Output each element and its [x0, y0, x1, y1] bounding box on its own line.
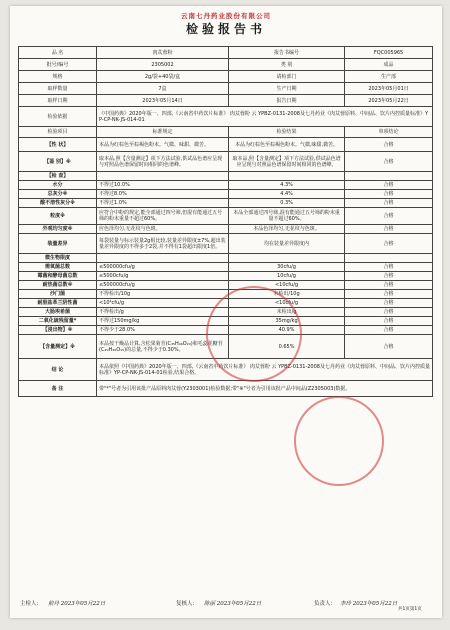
- result-standard: ≤500000cfu/g: [97, 263, 229, 272]
- result-value: 均在装量差异限度内: [229, 234, 345, 254]
- quality-seal-stamp: [206, 286, 302, 382]
- column-header-row: [19, 127, 433, 138]
- inspector-signature: 前丹 2023年05月22日: [48, 601, 106, 607]
- result-standard: 不得过10.0%: [97, 181, 229, 190]
- result-item: 【含量测定】※: [19, 335, 97, 359]
- result-row: [19, 234, 433, 254]
- result-value: 本品色泽均匀,无花纹与色斑。: [229, 225, 345, 234]
- result-value: 30cfu/g: [229, 263, 345, 272]
- result-standard: ≤5000cfu/g: [97, 272, 229, 281]
- result-row: [19, 272, 433, 281]
- report-date-label: 报告日期: [229, 95, 345, 107]
- basis-label: 检验依据: [19, 107, 97, 127]
- result-standard: ≤500000cfu/g: [97, 281, 229, 290]
- sample-date-value: 2023年05月14日: [97, 95, 229, 107]
- sample-date-label: 取样日期: [19, 95, 97, 107]
- result-conclusion: [345, 254, 433, 263]
- spec-label: 规格: [19, 71, 97, 83]
- result-item: 装量差异: [19, 234, 97, 254]
- result-row: [19, 208, 433, 225]
- result-conclusion: 合格: [345, 190, 433, 199]
- result-standard: [97, 172, 229, 181]
- result-row: [19, 181, 433, 190]
- result-item: 【浸出物】※: [19, 326, 97, 335]
- result-value: 4.4%: [229, 190, 345, 199]
- result-standard: 不得检出/g: [97, 308, 229, 317]
- result-row: [19, 281, 433, 290]
- result-value: 40.9%: [229, 326, 345, 335]
- result-row: [19, 225, 433, 234]
- remark-value: 带"*"号者为引用该批产品原料肉苁蓉(Y2303001)检验数据;带"※"号者为引用该批产品中间品(Z2305003)数据。: [97, 381, 433, 397]
- result-item: 【检 查】: [19, 172, 97, 181]
- basis-value: 《中国药典》2020年版一、四部,《云南省中药饮片标准》 肉苁蓉粉 云 YPBZ-0131-2008及七丹药业《肉苁蓉原料、中间品、饮片内控质量标准》YP-CP-NK-JS-014-01: [97, 107, 433, 127]
- result-item: 酸不溶性灰分※: [19, 199, 97, 208]
- col-item-header: 检验项目: [19, 127, 97, 138]
- remark-label: 备 注: [19, 381, 97, 397]
- result-item: 大肠埃希菌: [19, 308, 97, 317]
- result-standard: <10⁴cfu/g: [97, 299, 229, 308]
- product-value: 肉苁蓉粉: [97, 47, 229, 59]
- result-item: 【鉴 别】※: [19, 152, 97, 172]
- info-row-product: [19, 47, 433, 59]
- result-item: 二氧化硫残留量*: [19, 317, 97, 326]
- result-conclusion: 合格: [345, 138, 433, 152]
- report-date-value: 2023年05月22日: [345, 95, 433, 107]
- remark-row: [19, 381, 433, 397]
- result-value: [229, 254, 345, 263]
- result-item: 粒度※: [19, 208, 97, 225]
- report-no-value: FQC005965: [345, 47, 433, 59]
- prod-date-label: 生产日期: [229, 83, 345, 95]
- result-row: [19, 254, 433, 263]
- type-value: 成品: [345, 59, 433, 71]
- report-paper: [10, 6, 442, 618]
- result-value: 4.3%: [229, 181, 345, 190]
- result-value: 未检出/10g: [229, 290, 345, 299]
- dept-value: 生产部: [345, 71, 433, 83]
- result-item: 微生物限度: [19, 254, 97, 263]
- result-row: [19, 263, 433, 272]
- reviewer-signature: 陈丽 2023年05月22日: [204, 601, 262, 607]
- result-conclusion: 合格: [345, 152, 433, 172]
- company-seal-stamp: [294, 396, 384, 486]
- result-item: 水分: [19, 181, 97, 190]
- result-value: 35mg/kg: [229, 317, 345, 326]
- result-conclusion: 合格: [345, 290, 433, 299]
- result-item: 霉菌和酵母菌总数: [19, 272, 97, 281]
- result-conclusion: 合格: [345, 234, 433, 254]
- qty-label: 取样数量: [19, 83, 97, 95]
- result-item: 外观均匀度※: [19, 225, 97, 234]
- result-conclusion: 合格: [345, 225, 433, 234]
- info-row-basis: [19, 107, 433, 127]
- result-row: [19, 199, 433, 208]
- result-standard: 每袋装量与标示装量2g相比较,装量差异限度±7%,超出装量差异限度的不得多于2袋,并不得有1袋超出限度1倍。: [97, 234, 229, 254]
- result-conclusion: 合格: [345, 281, 433, 290]
- result-conclusion: 合格: [345, 308, 433, 317]
- result-conclusion: 合格: [345, 317, 433, 326]
- result-item: 耐热菌总数※: [19, 281, 97, 290]
- prod-date-value: 2023年05月01日: [345, 83, 433, 95]
- info-row-batch: [19, 59, 433, 71]
- reviewer-label: 复核人:: [176, 601, 195, 607]
- result-row: [19, 152, 433, 172]
- result-standard: [97, 254, 229, 263]
- result-standard: 应符合中粉的规定,能全部通过四号筛,但混有能通过五号筛的粉末重量不超过60%。: [97, 208, 229, 225]
- result-standard: 本品按干燥品计算,含松果菊苷(C₃₅H₄₆O₂₀)和毛蕊花糖苷(C₂₉H₃₆O₁₅)的总量,不得少于0.30%。: [97, 335, 229, 359]
- result-value: 0.65%: [229, 335, 345, 359]
- result-conclusion: 合格: [345, 208, 433, 225]
- result-item: 需氧菌总数: [19, 263, 97, 272]
- result-item: 【性 状】: [19, 138, 97, 152]
- batch-value: 2305002: [97, 59, 229, 71]
- col-standard-header: 标准规定: [97, 127, 229, 138]
- result-standard: 不得过150mg/kg: [97, 317, 229, 326]
- col-conclusion-header: 单项结论: [345, 127, 433, 138]
- result-row: [19, 172, 433, 181]
- batch-label: 批号/编号: [19, 59, 97, 71]
- info-row-spec: [19, 71, 433, 83]
- result-item: 耐胆盐革兰阴性菌: [19, 299, 97, 308]
- qty-value: 7盒: [97, 83, 229, 95]
- result-value: 未检出/g: [229, 308, 345, 317]
- result-conclusion: 合格: [345, 326, 433, 335]
- summary-value: 本品依照《中国药典》2020年版一、四部,《云南省中药饮片标准》 肉苁蓉粉 云 YPBZ-0131-2008及七丹药业《肉苁蓉原料、中间品、饮片内控质量标准》YP-CP-NK-JS-014-01检验,结果合格。: [97, 359, 433, 381]
- dept-label: 请检部门: [229, 71, 345, 83]
- result-value: 取本品,照【含量测定】项下方法试验,供试品色谱应呈现与对照品色谱保留时间相同的色谱峰。: [229, 152, 345, 172]
- page-number: 共1页第1页: [398, 607, 422, 612]
- result-value: <10cfu/g: [229, 281, 345, 290]
- result-item: 总灰分※: [19, 190, 97, 199]
- col-result-header: 检验结果: [229, 127, 345, 138]
- result-item: 沙门菌: [19, 290, 97, 299]
- result-conclusion: 合格: [345, 199, 433, 208]
- report-no-label: 报告书编号: [229, 47, 345, 59]
- spec-value: 2g/袋+40袋/盒: [97, 71, 229, 83]
- result-value: 本品为红棕色至棕褐色粉末。气微,味甜,微苦。: [229, 138, 345, 152]
- result-value: 0.3%: [229, 199, 345, 208]
- result-standard: 取本品,照【含量测定】项下方法试验,供试品色谱应呈现与对照品色谱保留时间相同的色谱峰。: [97, 152, 229, 172]
- result-standard: 不得检出/10g: [97, 290, 229, 299]
- result-conclusion: 合格: [345, 299, 433, 308]
- result-standard: 不得过1.0%: [97, 199, 229, 208]
- info-row-sample-date: [19, 95, 433, 107]
- result-standard: 不得少于28.0%: [97, 326, 229, 335]
- product-label: 品 名: [19, 47, 97, 59]
- result-value: <10cfu/g: [229, 299, 345, 308]
- result-value: 本品全部通过四号筛,混有能通过五号筛的粉末重量不超过60%。: [229, 208, 345, 225]
- result-row: [19, 138, 433, 152]
- result-value: 10cfu/g: [229, 272, 345, 281]
- result-value: [229, 172, 345, 181]
- inspector-label: 主检人:: [20, 601, 39, 607]
- result-conclusion: 合格: [345, 272, 433, 281]
- result-standard: 应色泽均匀,无花纹与色斑。: [97, 225, 229, 234]
- summary-label: 结 论: [19, 359, 97, 381]
- company-name: 云南七丹药业股份有限公司: [181, 12, 271, 20]
- result-conclusion: 合格: [345, 263, 433, 272]
- info-row-qty: [19, 83, 433, 95]
- signature-footer: [18, 596, 432, 610]
- manager-label: 负责人:: [314, 601, 333, 607]
- result-conclusion: 合格: [345, 181, 433, 190]
- result-standard: 不得过8.0%: [97, 190, 229, 199]
- result-standard: 本品为红棕色至棕褐色粉末。气微、味甜、微苦。: [97, 138, 229, 152]
- report-title: 检验报告书: [185, 22, 266, 36]
- manager-signature: 李玲 2023年05月22日: [340, 601, 398, 607]
- result-row: [19, 190, 433, 199]
- result-conclusion: 合格: [345, 335, 433, 359]
- type-label: 类 别: [229, 59, 345, 71]
- result-conclusion: [345, 172, 433, 181]
